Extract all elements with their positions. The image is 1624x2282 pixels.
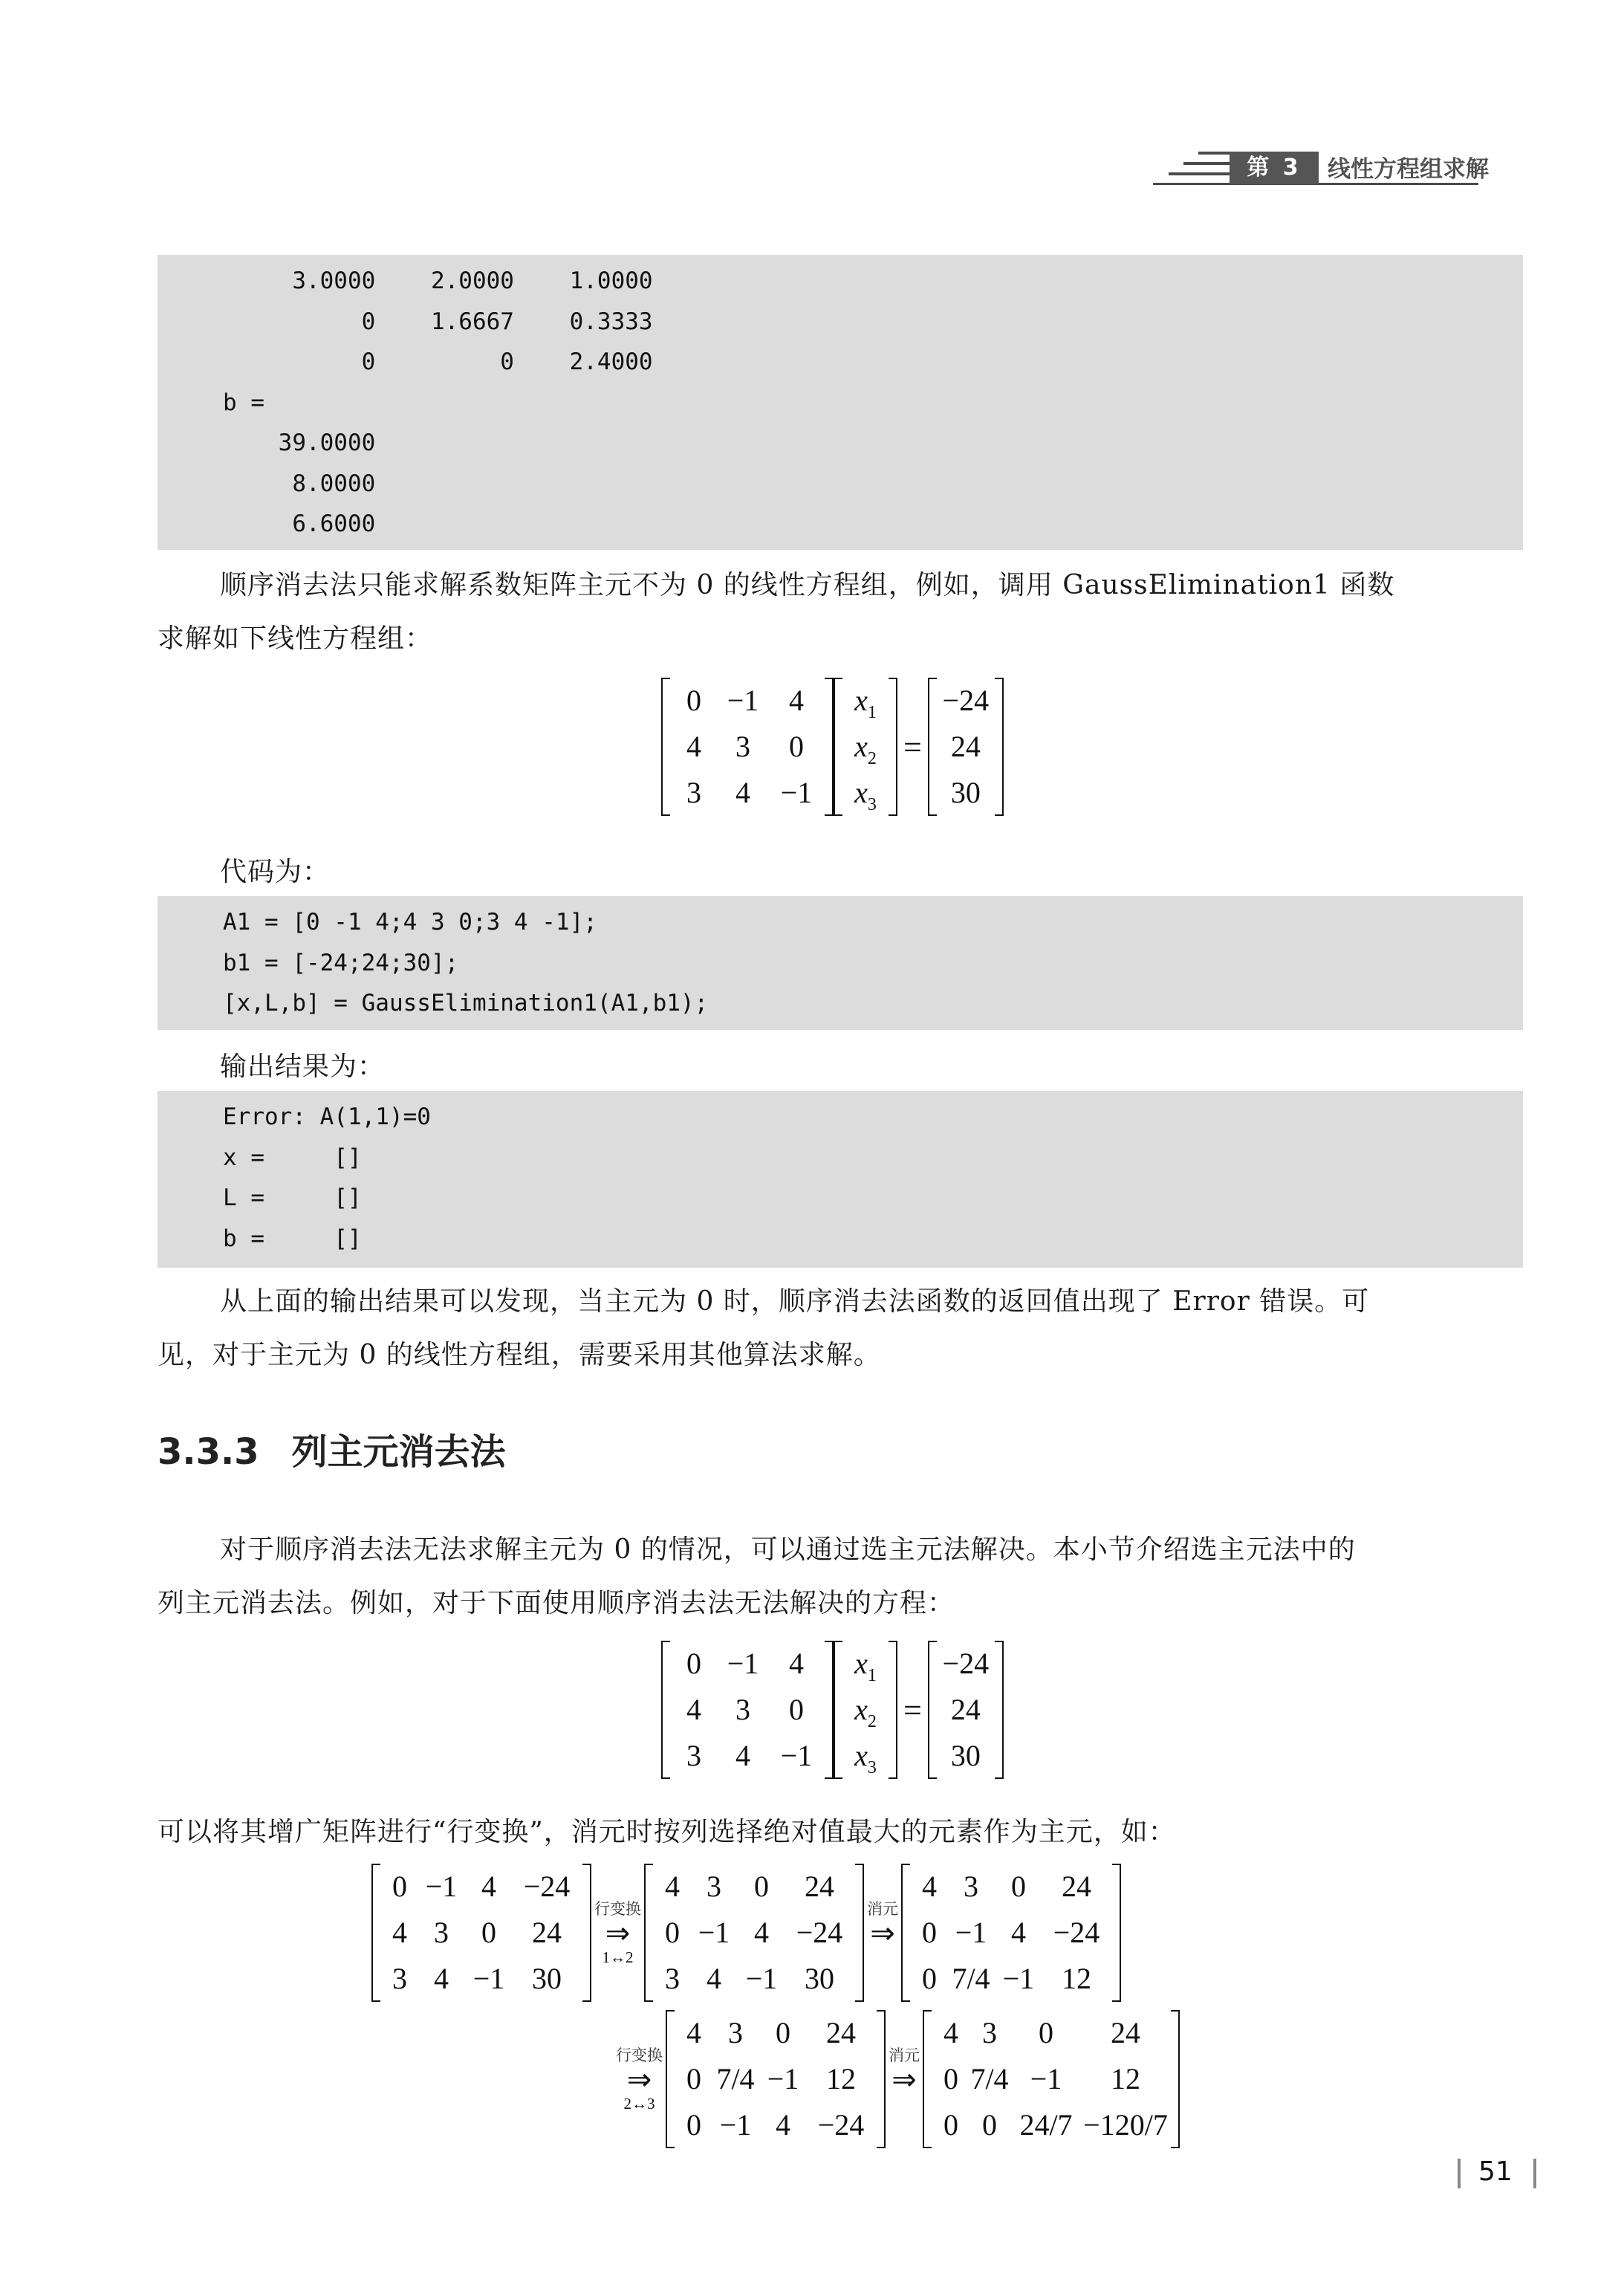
matrix-cell: 3 [982, 2016, 997, 2049]
matrix-cell: 7/4 [716, 2062, 755, 2095]
matrix-cell: 4 [434, 1962, 449, 1995]
matrix-cell: 0 [776, 2016, 790, 2049]
matrix-cell: 0 [686, 1647, 701, 1680]
paragraph-line: 顺序消去法只能求解系数矩阵主元不为 0 的线性方程组，例如，调用 GaussElimination1 函数 [220, 570, 1395, 600]
double-arrow-icon: ⇒ [626, 2063, 652, 2096]
transform-arrow [616, 2046, 663, 2113]
matrix-cell: 24 [950, 730, 981, 763]
matrix-cell: 3 [728, 2016, 743, 2049]
matrix-cell: 4 [686, 1693, 701, 1726]
matrix-cell: −24 [942, 1647, 990, 1680]
matrix-cell: 0 [686, 2108, 701, 2142]
matrix-cell: 0 [943, 2108, 958, 2142]
matrix-cell: 3 [434, 1916, 449, 1949]
matrix-cell: −24 [523, 1870, 571, 1903]
matrix-cell: 3 [686, 1739, 701, 1772]
matrix-cell: 0 [943, 2062, 958, 2095]
variable-cell: $x_3$ [854, 776, 877, 814]
header-decor-line [1169, 172, 1230, 175]
transform-arrow [867, 1899, 898, 1966]
matrix-cell: −1 [745, 1962, 778, 1995]
arrow-label-top: 行变换 [616, 2046, 663, 2064]
matrix-cell: 12 [1111, 2062, 1140, 2095]
matrix-cell: 24 [1062, 1870, 1091, 1903]
matrix-cell: 24/7 [1019, 2108, 1073, 2142]
matrix-cell: 24 [532, 1916, 562, 1949]
matrix-cell: 30 [950, 1739, 981, 1772]
matrix-cell: 4 [789, 1647, 804, 1680]
matrix-cell: 3 [735, 1693, 750, 1726]
paragraph-line: 求解如下线性方程组： [157, 623, 433, 654]
matrix-cell: −1 [780, 776, 813, 809]
code-output-block-2 [157, 1091, 1523, 1268]
code-input-block [157, 896, 1523, 1030]
arrow-label-bottom: 2↔3 [623, 2095, 655, 2113]
matrix-cell: 4 [665, 1870, 680, 1903]
matrix-cell: −120/7 [1083, 2108, 1168, 2142]
code-input-lines: A1 = [0 -1 4;4 3 0;3 4 -1]; b1 = [-24;24;30]; [x,L,b] = GaussElimination1(A1,b1); [223, 909, 709, 1017]
matrix [901, 1864, 1121, 2002]
equals-sign: = [903, 1691, 922, 1728]
matrix [666, 2010, 886, 2148]
matrix [923, 2010, 1180, 2148]
matrix-cell: 3 [735, 730, 750, 763]
matrix-cell: 4 [735, 776, 750, 809]
page-number-bar-left [1458, 2159, 1461, 2188]
matrix-cell: −24 [942, 684, 990, 717]
section-title: 列主元消去法 [291, 1431, 506, 1473]
code-output-lines: 3.0000 2.0000 1.0000 0 1.6667 0.3333 0 0 2.4000 b = 39.0000 8.0000 6.6000 [223, 268, 653, 537]
matrix-cell: 4 [686, 730, 701, 763]
matrix-cell: 4 [481, 1870, 496, 1903]
matrix-cell: 3 [665, 1962, 680, 1995]
matrix-cell: 30 [805, 1962, 834, 1995]
matrix-cell: −1 [767, 2062, 799, 2095]
paragraph-line: 列主元消去法。例如，对于下面使用顺序消去法无法解决的方程： [157, 1588, 955, 1618]
matrix-cell: 0 [686, 2062, 701, 2095]
matrix-cell: −1 [719, 2108, 752, 2142]
matrix-cell: −24 [796, 1916, 843, 1949]
paragraph-line: 见，对于主元为 0 的线性方程组，需要采用其他算法求解。 [157, 1340, 881, 1370]
matrix [661, 678, 834, 816]
variable-cell: $x_1$ [854, 1647, 877, 1685]
matrix-cell: −1 [1002, 1962, 1035, 1995]
matrix-cell: 24 [805, 1870, 834, 1903]
matrix-cell: 4 [789, 684, 804, 717]
matrix-cell: 30 [532, 1962, 562, 1995]
arrow-label-top: 消元 [889, 2046, 920, 2064]
matrix-cell: −1 [955, 1916, 987, 1949]
transform-arrow [889, 2046, 920, 2113]
double-arrow-icon: ⇒ [870, 1916, 895, 1950]
equation-1 [661, 678, 1004, 816]
code-output-lines: Error: A(1,1)=0 x = [] L = [] b = [] [223, 1103, 431, 1252]
matrix-cell: −1 [425, 1870, 458, 1903]
matrix-cell: 4 [754, 1916, 769, 1949]
variable-vector [834, 678, 897, 816]
paragraph-line: 可以将其增广矩阵进行“行变换”，消元时按列选择绝对值最大的元素作为主元，如： [157, 1817, 1176, 1847]
label-output [157, 1040, 1523, 1094]
augmented-steps-row-2 [613, 2010, 1180, 2148]
matrix-cell: 0 [789, 730, 804, 763]
arrow-label-top: 消元 [867, 1900, 898, 1918]
arrow-label-bottom: 1↔2 [602, 1948, 634, 1966]
paragraph-intro [157, 559, 1523, 666]
matrix-cell: 3 [686, 776, 701, 809]
matrix-cell: −1 [727, 684, 759, 717]
page-number-bar-right [1533, 2159, 1536, 2188]
chapter-badge: 第 3 章 [1230, 152, 1319, 184]
variable-cell: $x_1$ [854, 684, 877, 722]
page-number: 51 [1478, 2156, 1513, 2187]
augmented-steps-row-1 [371, 1864, 1121, 2002]
matrix-cell: 0 [1039, 2016, 1053, 2049]
matrix-cell: 4 [392, 1916, 407, 1949]
paragraph-row-transform [157, 1806, 1523, 1859]
matrix-cell: 0 [754, 1870, 769, 1903]
matrix-cell: 0 [1011, 1870, 1026, 1903]
matrix-cell: 3 [392, 1962, 407, 1995]
code-output-block-1 [157, 255, 1523, 550]
matrix-cell: 24 [950, 1693, 981, 1726]
matrix-cell: 12 [1062, 1962, 1091, 1995]
chapter-title: 线性方程组求解 [1328, 156, 1489, 183]
matrix [661, 1641, 834, 1779]
matrix [371, 1864, 591, 2002]
equation-2 [661, 1641, 1004, 1779]
chapter-header [1133, 141, 1534, 213]
matrix-cell: 0 [686, 684, 701, 717]
matrix-cell: 4 [735, 1739, 750, 1772]
matrix-cell: 24 [826, 2016, 856, 2049]
matrix-cell: −24 [817, 2108, 865, 2142]
matrix-cell: −24 [1053, 1916, 1100, 1949]
matrix-cell: 4 [707, 1962, 721, 1995]
variable-vector [834, 1641, 897, 1779]
matrix-cell: 3 [964, 1870, 978, 1903]
label-output-text: 输出结果为： [220, 1051, 386, 1082]
label-code [157, 846, 1523, 899]
matrix-cell: 7/4 [952, 1962, 990, 1995]
double-arrow-icon: ⇒ [891, 2063, 917, 2096]
section-number: 3.3.3 [157, 1431, 259, 1473]
arrow-label-top: 行变换 [594, 1900, 641, 1918]
matrix-cell: 4 [1011, 1916, 1026, 1949]
paragraph-line: 从上面的输出结果可以发现，当主元为 0 时，顺序消去法函数的返回值出现了 Error 错误。可 [220, 1286, 1370, 1317]
matrix-cell: 0 [982, 2108, 997, 2142]
matrix-cell: −1 [727, 1647, 759, 1680]
double-arrow-icon: ⇒ [605, 1916, 631, 1950]
variable-cell: $x_3$ [854, 1739, 877, 1777]
matrix-cell: 3 [707, 1870, 721, 1903]
matrix-cell: 4 [776, 2108, 790, 2142]
matrix-cell: −1 [780, 1739, 813, 1772]
matrix-cell: −1 [1030, 2062, 1062, 2095]
matrix [928, 1641, 1004, 1779]
matrix-cell: −1 [472, 1962, 505, 1995]
matrix-cell: 30 [950, 776, 981, 809]
matrix-cell: 0 [922, 1916, 937, 1949]
variable-cell: $x_2$ [854, 730, 877, 768]
matrix-cell: 4 [943, 2016, 958, 2049]
section-heading [157, 1423, 506, 1474]
matrix [644, 1864, 864, 2002]
equals-sign: = [903, 728, 922, 765]
transform-arrow [594, 1899, 641, 1966]
label-code-text: 代码为： [220, 857, 331, 887]
matrix-cell: 7/4 [970, 2062, 1009, 2095]
paragraph-line: 对于顺序消去法无法求解主元为 0 的情况，可以通过选主元法解决。本小节介绍选主元法中的 [220, 1534, 1356, 1565]
matrix-cell: 0 [481, 1916, 496, 1949]
matrix-cell: 0 [665, 1916, 680, 1949]
paragraph-observation [157, 1275, 1523, 1382]
matrix-cell: 12 [826, 2062, 856, 2095]
matrix [928, 678, 1004, 816]
header-decor-line [1183, 162, 1230, 165]
matrix-cell: 4 [922, 1870, 937, 1903]
variable-cell: $x_2$ [854, 1693, 877, 1731]
matrix-cell: −1 [698, 1916, 730, 1949]
matrix-cell: 24 [1111, 2016, 1140, 2049]
paragraph-section-intro [157, 1523, 1523, 1630]
matrix-cell: 4 [686, 2016, 701, 2049]
matrix-cell: 0 [789, 1693, 804, 1726]
matrix-cell: 0 [922, 1962, 937, 1995]
header-decor-line [1198, 152, 1230, 155]
matrix-cell: 0 [392, 1870, 407, 1903]
